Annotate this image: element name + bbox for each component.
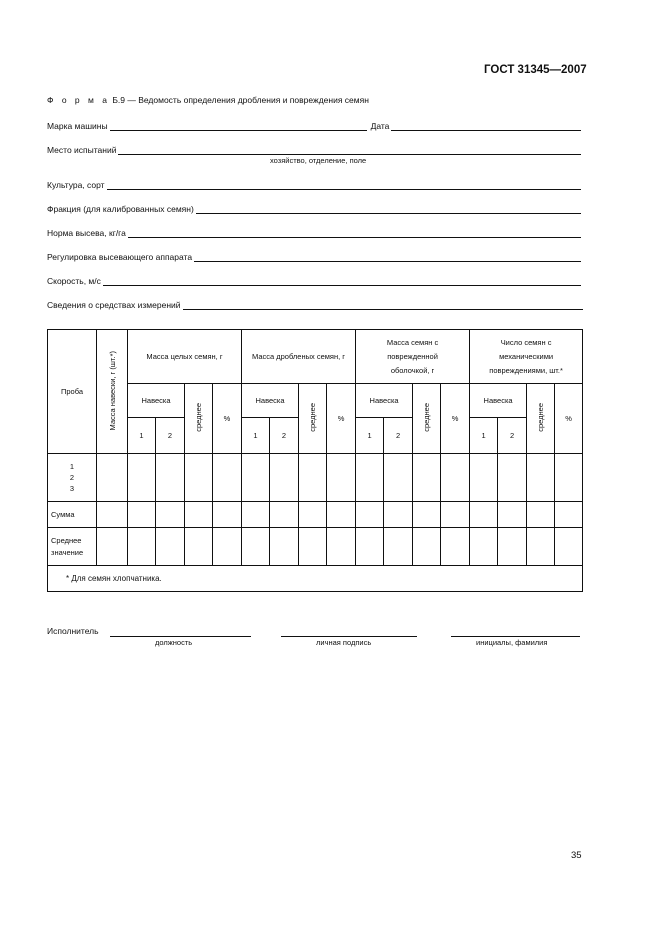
speed-label: Скорость, м/с (47, 276, 101, 286)
form-title: Б.9 — Ведомость определения дробления и повреждения семян (112, 95, 369, 105)
instruments-label: Сведения о средствах измерений (47, 300, 181, 310)
place-input-line[interactable] (118, 144, 581, 155)
sample-1: 1 (69, 462, 75, 471)
sub-col-1: 1 (356, 418, 384, 454)
table-cell[interactable] (384, 502, 413, 528)
place-label: Место испытаний (47, 145, 117, 155)
table-cell[interactable] (356, 454, 384, 502)
avg-header-1: среднее (185, 384, 213, 454)
table-cell[interactable] (185, 528, 213, 566)
table-cell[interactable] (470, 502, 498, 528)
table-cell[interactable] (555, 528, 583, 566)
group-header-whole: Масса целых семян, г (128, 330, 242, 384)
crop-row (47, 178, 581, 190)
naveska-header-1: Навеска (128, 384, 185, 418)
avg-header-3: среднее (413, 384, 441, 454)
table-cell[interactable] (270, 502, 299, 528)
adjust-input-line[interactable] (194, 251, 581, 262)
pct-header-4: % (555, 384, 583, 454)
sub-col-2: 2 (270, 418, 299, 454)
table-cell[interactable] (128, 502, 156, 528)
pct-header-2: % (327, 384, 356, 454)
table-cell[interactable] (213, 502, 242, 528)
fraction-label: Фракция (для калиброванных семян) (47, 204, 194, 214)
sub-col-1: 1 (470, 418, 498, 454)
machine-label: Марка машины (47, 121, 108, 131)
table-cell[interactable] (156, 454, 185, 502)
naveska-header-2: Навеска (242, 384, 299, 418)
sub-col-1: 1 (242, 418, 270, 454)
form-caption (47, 95, 369, 105)
table-row-mean (48, 528, 583, 566)
table-cell[interactable] (156, 528, 185, 566)
table-cell[interactable] (242, 528, 270, 566)
fraction-row (47, 202, 581, 214)
table-cell[interactable] (242, 502, 270, 528)
table-cell[interactable] (299, 454, 327, 502)
table-cell[interactable] (413, 528, 441, 566)
rate-row (47, 226, 581, 238)
table-cell[interactable] (327, 454, 356, 502)
instruments-row (47, 298, 583, 310)
table-cell[interactable] (270, 528, 299, 566)
table-cell[interactable] (527, 502, 555, 528)
name-line[interactable] (451, 636, 580, 637)
table-cell[interactable] (441, 528, 470, 566)
position-sublabel: должность (155, 638, 193, 647)
date-label: Дата (370, 121, 390, 131)
fraction-input-line[interactable] (196, 203, 581, 214)
table-cell[interactable] (213, 454, 242, 502)
table-cell[interactable] (413, 454, 441, 502)
table-cell[interactable] (498, 454, 527, 502)
table-cell[interactable] (299, 502, 327, 528)
date-input-line[interactable] (391, 120, 581, 131)
place-sublabel: хозяйство, отделение, поле (270, 156, 367, 165)
sub-col-2: 2 (384, 418, 413, 454)
table-cell[interactable] (470, 454, 498, 502)
speed-input-line[interactable] (103, 275, 581, 286)
signature-sublabel: личная подпись (316, 638, 372, 647)
instruments-input-line[interactable] (183, 299, 583, 310)
table-cell[interactable] (327, 502, 356, 528)
speed-row (47, 274, 581, 286)
table-cell[interactable] (128, 454, 156, 502)
sample-numbers (48, 454, 97, 502)
table-cell[interactable] (384, 454, 413, 502)
table-cell[interactable] (270, 454, 299, 502)
page-number: 35 (571, 850, 582, 861)
machine-date-row (47, 119, 581, 131)
table-cell[interactable] (356, 528, 384, 566)
sub-col-2: 2 (498, 418, 527, 454)
table-cell[interactable] (384, 528, 413, 566)
standard-number: ГОСТ 31345—2007 (484, 64, 587, 76)
table-cell[interactable] (327, 528, 356, 566)
table-cell[interactable] (470, 528, 498, 566)
rate-label: Норма высева, кг/га (47, 228, 126, 238)
pct-header-3: % (441, 384, 470, 454)
results-table (47, 329, 583, 592)
crop-input-line[interactable] (107, 179, 581, 190)
position-line[interactable] (110, 636, 251, 637)
place-row (47, 143, 581, 155)
table-cell[interactable] (156, 502, 185, 528)
table-cell[interactable] (498, 502, 527, 528)
header-row-1 (48, 330, 583, 384)
table-cell[interactable] (299, 528, 327, 566)
table-cell[interactable] (97, 454, 128, 502)
sub-col-2: 2 (156, 418, 185, 454)
executor-label: Исполнитель (47, 626, 99, 636)
avg-header-4: среднее (527, 384, 555, 454)
table-cell[interactable] (185, 502, 213, 528)
form-label: Ф о р м а (47, 95, 110, 105)
table-cell[interactable] (242, 454, 270, 502)
sample-header: Проба (48, 330, 97, 454)
table-row-samples (48, 454, 583, 502)
table-cell[interactable] (213, 528, 242, 566)
group-header-mechanical: Число семян с механическими повреждениями, шт.* (470, 330, 583, 384)
sample-3: 3 (69, 484, 75, 493)
table-cell[interactable] (185, 454, 213, 502)
signature-line[interactable] (281, 636, 417, 637)
group-header-crushed: Масса дробленых семян, г (242, 330, 356, 384)
sample-2: 2 (69, 473, 75, 482)
name-sublabel: инициалы, фамилия (476, 638, 548, 647)
table-cell[interactable] (356, 502, 384, 528)
adjust-label: Регулировка высевающего аппарата (47, 252, 193, 262)
table-cell[interactable] (555, 502, 583, 528)
naveska-header-4: Навеска (470, 384, 527, 418)
pct-header-1: % (213, 384, 242, 454)
machine-input-line[interactable] (110, 120, 367, 131)
table-cell[interactable] (527, 528, 555, 566)
adjust-row (47, 250, 581, 262)
table-cell[interactable] (441, 454, 470, 502)
table-cell[interactable] (498, 528, 527, 566)
sub-col-1: 1 (128, 418, 156, 454)
group-header-damaged-shell: Масса семян с поврежденной оболочкой, г (356, 330, 470, 384)
table-cell[interactable] (97, 528, 128, 566)
table-cell[interactable] (555, 454, 583, 502)
mean-label: Среднее значение (48, 528, 97, 566)
naveska-header-3: Навеска (356, 384, 413, 418)
footnote: * Для семян хлопчатника. (48, 566, 583, 592)
table-row-footnote (48, 566, 583, 592)
crop-label: Культура, сорт (47, 180, 105, 190)
table-cell[interactable] (527, 454, 555, 502)
table-row-sum (48, 502, 583, 528)
rate-input-line[interactable] (128, 227, 581, 238)
sum-label: Сумма (48, 502, 97, 528)
table-cell[interactable] (413, 502, 441, 528)
table-cell[interactable] (441, 502, 470, 528)
table-cell[interactable] (128, 528, 156, 566)
table-cell[interactable] (97, 502, 128, 528)
header-row-2 (48, 384, 583, 418)
avg-header-2: среднее (299, 384, 327, 454)
mass-header: Масса навески, г (шт.*) (97, 330, 128, 454)
